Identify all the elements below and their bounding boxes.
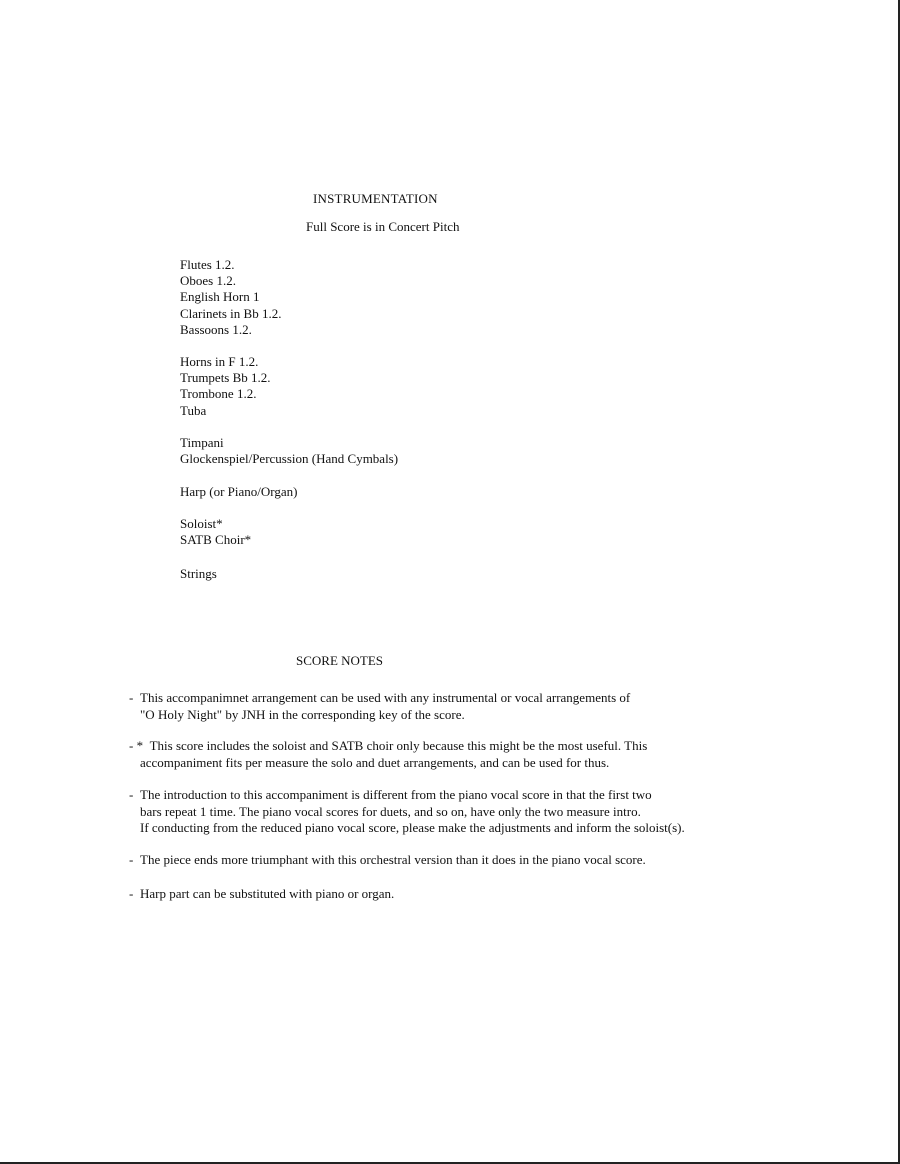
voices-list [180, 516, 251, 548]
woodwinds-list [180, 257, 281, 338]
keyboard-list [180, 484, 297, 500]
instrumentation-heading: INSTRUMENTATION [313, 191, 438, 206]
instrument-item: Tuba [180, 402, 207, 418]
note-line: If conducting from the reduced piano vocal score, please make the adjustments and inform the soloist(s). [140, 820, 685, 835]
note-line: bars repeat 1 time. The piano vocal scores for duets, and so on, have only the two measure intro. [140, 803, 641, 819]
instrument-item: Soloist* [180, 516, 223, 531]
instrument-item: Trumpets Bb 1.2. [180, 370, 271, 386]
note-line: This score includes the soloist and SATB choir only because this might be the most useful. This [149, 738, 648, 753]
instrument-item: Glockenspiel/Percussion (Hand Cymbals) [180, 451, 399, 467]
instrument-item: Timpani [180, 435, 224, 450]
score-note-1 [129, 690, 630, 723]
note-marker: - [129, 787, 134, 802]
percussion-list [180, 435, 398, 467]
strings-list [180, 566, 217, 582]
instrument-item: Strings [180, 566, 217, 581]
instrument-item: Bassoons 1.2. [180, 321, 252, 337]
note-marker: - [129, 690, 134, 705]
note-line: The introduction to this accompaniment is different from the piano vocal score in that the first two [140, 787, 652, 802]
note-marker: - [129, 886, 134, 901]
note-line: "O Holy Night" by JNH in the corresponding key of the score. [140, 706, 465, 722]
instrument-item: Horns in F 1.2. [180, 354, 259, 369]
score-note-3 [129, 787, 685, 837]
concert-pitch-subtitle: Full Score is in Concert Pitch [306, 219, 460, 234]
instrument-item: Trombone 1.2. [180, 386, 257, 402]
instrument-item: Clarinets in Bb 1.2. [180, 305, 282, 321]
note-marker: - * [129, 738, 144, 753]
note-line: accompaniment fits per measure the solo and duet arrangements, and can be used for thus. [140, 754, 610, 770]
score-notes-heading: SCORE NOTES [296, 653, 384, 668]
brass-list [180, 354, 271, 419]
instrument-item: Harp (or Piano/Organ) [180, 484, 298, 499]
score-note-5 [129, 886, 394, 903]
instrument-item: English Horn 1 [180, 289, 260, 305]
note-line: The piece ends more triumphant with this orchestral version than it does in the piano vocal score. [140, 852, 646, 867]
note-line: This accompanimnet arrangement can be used with any instrumental or vocal arrangements of [140, 690, 631, 705]
instrument-item: Flutes 1.2. [180, 257, 235, 272]
note-line: Harp part can be substituted with piano or organ. [140, 886, 395, 901]
score-note-2 [129, 738, 647, 771]
note-marker: - [129, 852, 134, 867]
instrument-item: Oboes 1.2. [180, 273, 236, 289]
instrument-item: SATB Choir* [180, 532, 252, 548]
score-note-4 [129, 852, 646, 869]
